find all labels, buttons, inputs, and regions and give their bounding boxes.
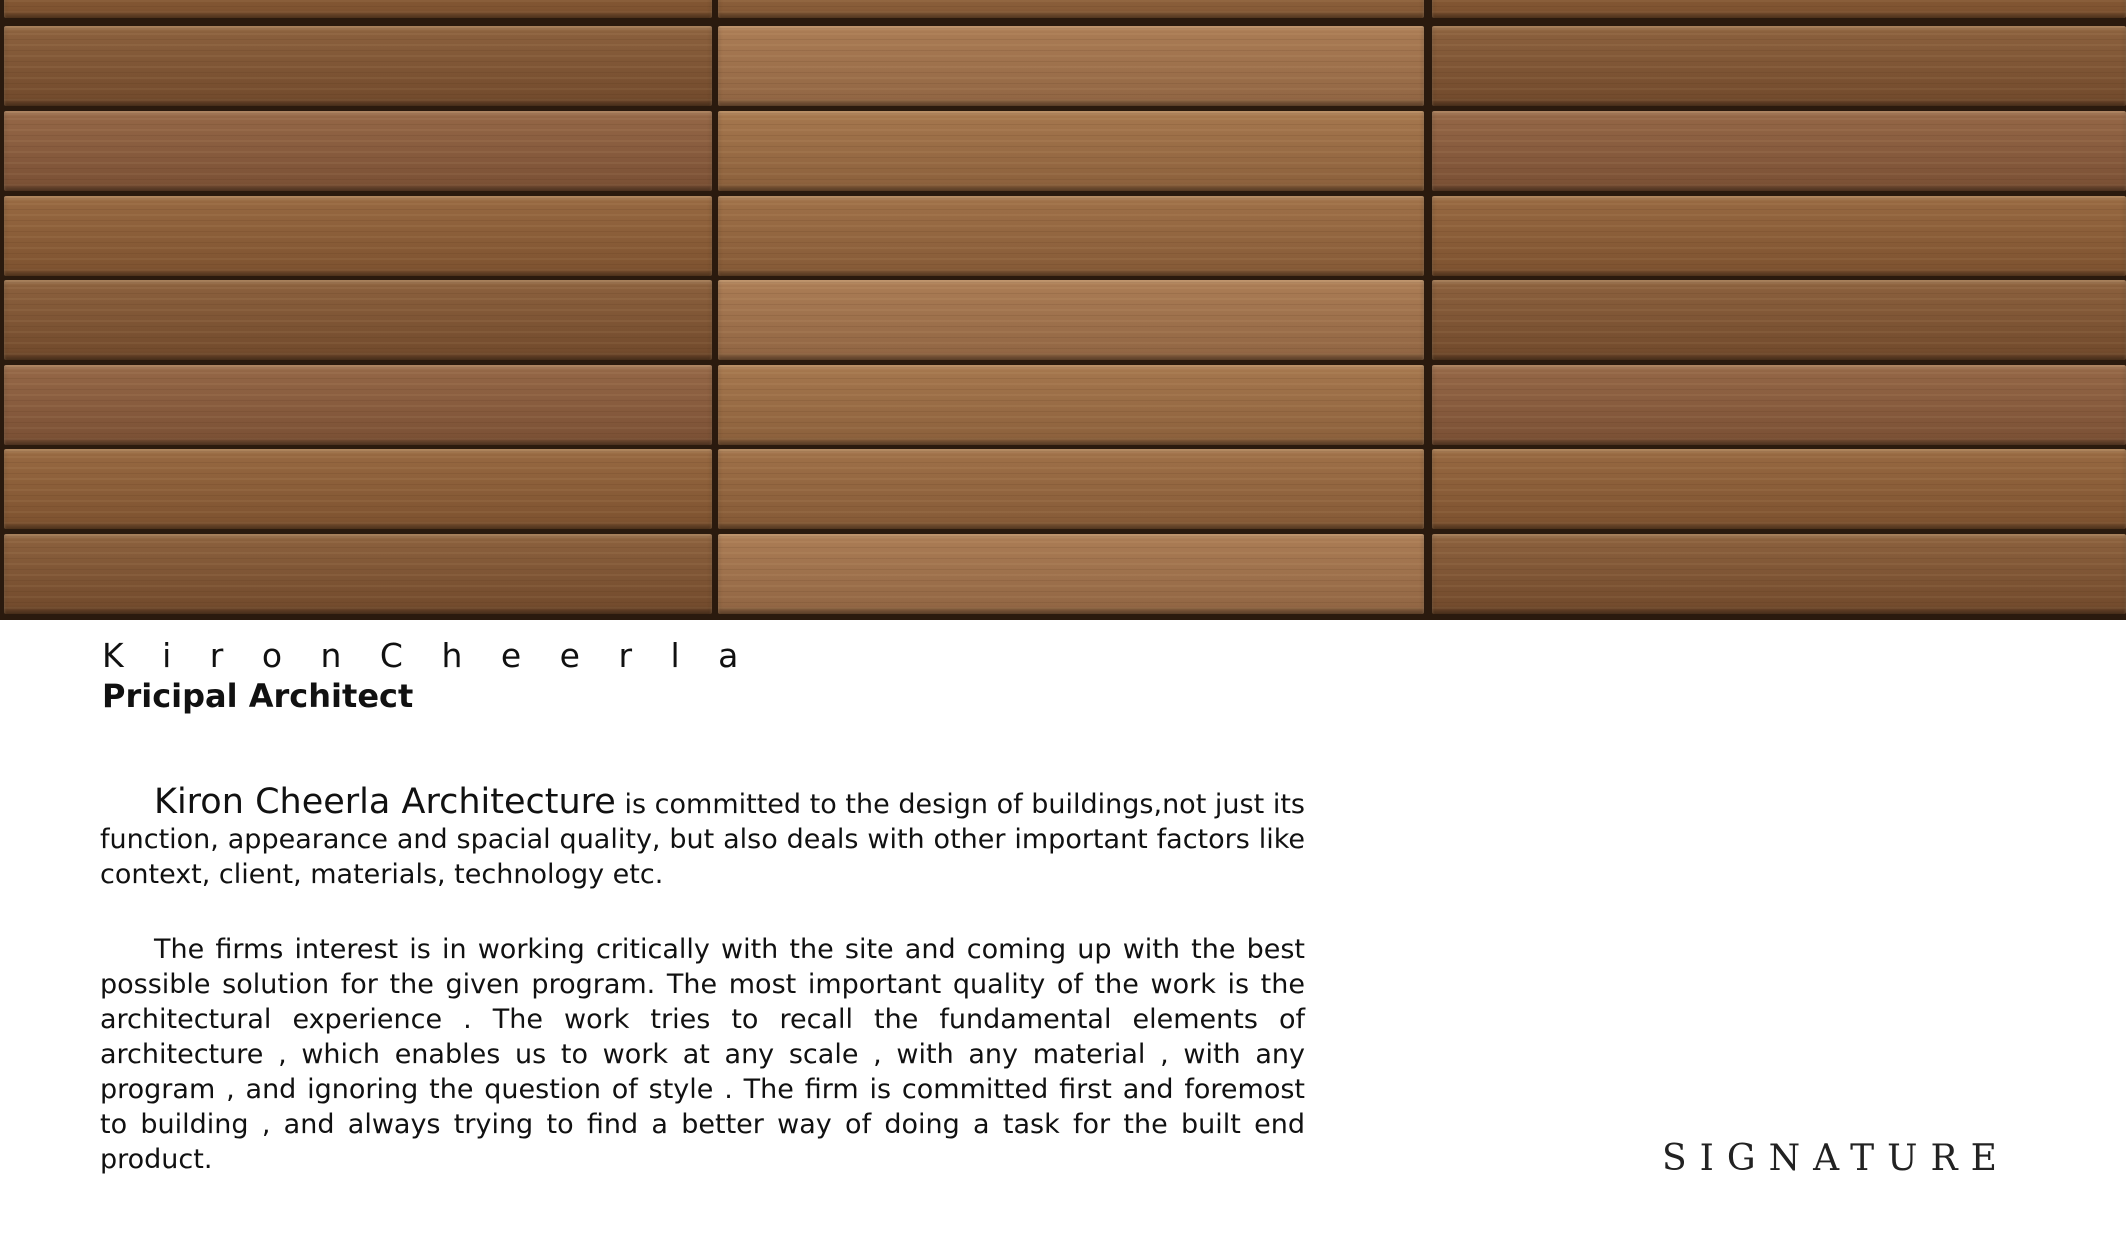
intro-paragraph-1-text: is committed to the design of buildings,not just its function, appearance and spacial quality, but also deals with other important factors like context, client, materials, technology etc. (100, 789, 1305, 890)
intro-paragraph-2-text: The firms interest is in working critically with the site and coming up with the best possible solution for the given program. The most important quality of the work is the architectural experience . The work tries to recall the fundamental elements of architecture , which enables us to work at any scale , with any material , with any program , and ignoring the question of style . The firm is committed first and foremost to building , and always trying to find a better way of doing a task for the built end product. (100, 934, 1305, 1175)
wood-plank (1432, 280, 2126, 360)
wood-plank (1432, 26, 2126, 106)
architect-role: Pricipal Architect (102, 677, 414, 715)
wood-plank (4, 449, 712, 529)
wood-column-left (4, 0, 712, 620)
wood-plank (718, 26, 1424, 106)
wood-column-middle (718, 0, 1424, 620)
wood-plank (4, 534, 712, 614)
wood-column-right (1432, 0, 2126, 620)
wood-plank (1432, 0, 2126, 18)
wood-plank (718, 365, 1424, 445)
wood-plank (4, 111, 712, 191)
wood-plank (1432, 196, 2126, 276)
wood-plank (1432, 111, 2126, 191)
wood-plank (4, 0, 712, 18)
wood-plank (4, 365, 712, 445)
wood-plank (1432, 365, 2126, 445)
intro-paragraph-2 (100, 932, 1305, 1177)
wood-plank (718, 280, 1424, 360)
intro-paragraph-1 (100, 782, 1305, 892)
wood-plank (4, 280, 712, 360)
architect-name: K i r o n C h e e r l a (102, 636, 753, 675)
wood-plank (718, 0, 1424, 18)
wood-plank (4, 196, 712, 276)
signature-label: SIGNATURE (1662, 1138, 2010, 1179)
wood-plank (718, 111, 1424, 191)
wood-plank (718, 534, 1424, 614)
wood-plank (718, 196, 1424, 276)
firm-name: Kiron Cheerla Architecture (154, 782, 616, 822)
wood-plank (1432, 534, 2126, 614)
wood-plank (1432, 449, 2126, 529)
wood-plank (4, 26, 712, 106)
wood-plank (718, 449, 1424, 529)
